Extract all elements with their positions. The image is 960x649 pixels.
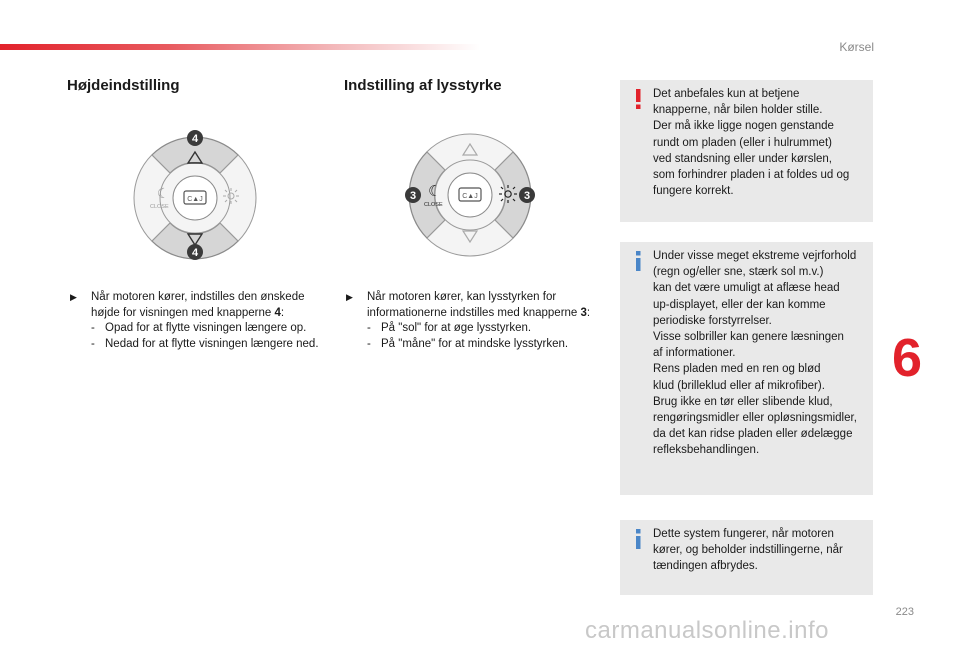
chapter-number: 6 bbox=[892, 328, 923, 388]
height-adjust-diagram bbox=[131, 128, 259, 262]
svg-text:4: 4 bbox=[191, 133, 199, 145]
moon-icon: ☾ bbox=[428, 182, 442, 200]
left-title: Højdeindstilling bbox=[67, 77, 180, 94]
close-label: CLOSE bbox=[424, 202, 443, 208]
close-label: CLOSE bbox=[150, 204, 169, 210]
svg-text:4: 4 bbox=[191, 247, 199, 259]
list-item: - På "sol" for at øge lysstyrken. bbox=[367, 322, 532, 334]
middle-title: Indstilling af lysstyrke bbox=[344, 77, 502, 94]
list-item: - På "måne" for at mindske lysstyrken. bbox=[367, 337, 569, 350]
info-note-weather bbox=[620, 242, 873, 495]
brightness-adjust-diagram bbox=[404, 128, 536, 262]
svg-text:C▲J: C▲J bbox=[187, 196, 203, 203]
middle-instruction: ▶ Når motoren kører, kan lysstyrken for informationerne indstilles med knapperne 3: - På "sol" for at øge lysstyrken. - På "måne" for at mindske lysstyrken. bbox=[346, 290, 606, 352]
bullet-arrow-icon: ▶ bbox=[70, 292, 77, 302]
info-icon bbox=[630, 250, 646, 272]
info-text-settings: Dette system fungerer, når motoren kører, og beholder indstillingerne, når tændingen afbrydes. bbox=[653, 528, 843, 573]
moon-icon: ☾ bbox=[157, 186, 170, 202]
left-instruction: ▶ Når motoren kører, indstilles den ønskede højde for visningen med knapperne 4: - Opad for at flytte visningen længere op. - Nedad for at flytte visningen længere ned. bbox=[70, 290, 325, 352]
svg-text:C▲J: C▲J bbox=[462, 193, 478, 200]
info-text-weather: Under visse meget ekstreme vejrforhold (regn og/eller sne, stærk sol m.v.) kan det være umuligt at aflæse head up-displayet, eller der kan komme periodiske forstyrrelser. Visse solbriller kan genere læsningen af informationer. Rens pladen med en ren og blød klud (brilleklud eller af mikrofiber). Brug ikke en tør eller slibende klud, rengøringsmidler eller opløsningsmidler, da det kan ridse pladen eller ødelægge refleksbehandlingen. bbox=[653, 250, 857, 457]
watermark: carmanualsonline.info bbox=[585, 617, 829, 644]
bullet-arrow-icon: ▶ bbox=[346, 292, 353, 302]
page-number: 223 bbox=[895, 606, 914, 618]
section-label: Kørsel bbox=[839, 40, 874, 54]
info-icon bbox=[630, 528, 646, 550]
svg-text:3: 3 bbox=[409, 190, 417, 202]
warning-text: Det anbefales kun at betjene knapperne, når bilen holder stille. Der må ikke ligge nogen genstande rundt om pladen (eller i hulrummet) ved standsning eller under kørslen, som forhindrer pladen i at foldes ud og fungere korrekt. bbox=[653, 88, 850, 198]
list-item: - Nedad for at flytte visningen længere ned. bbox=[91, 337, 319, 350]
svg-text:3: 3 bbox=[523, 190, 531, 202]
exclamation-icon bbox=[630, 88, 646, 110]
warning-note bbox=[620, 80, 873, 222]
list-item: - Opad for at flytte visningen længere op. bbox=[91, 322, 307, 334]
header-accent-bar bbox=[0, 44, 480, 50]
info-note-settings bbox=[620, 520, 873, 595]
